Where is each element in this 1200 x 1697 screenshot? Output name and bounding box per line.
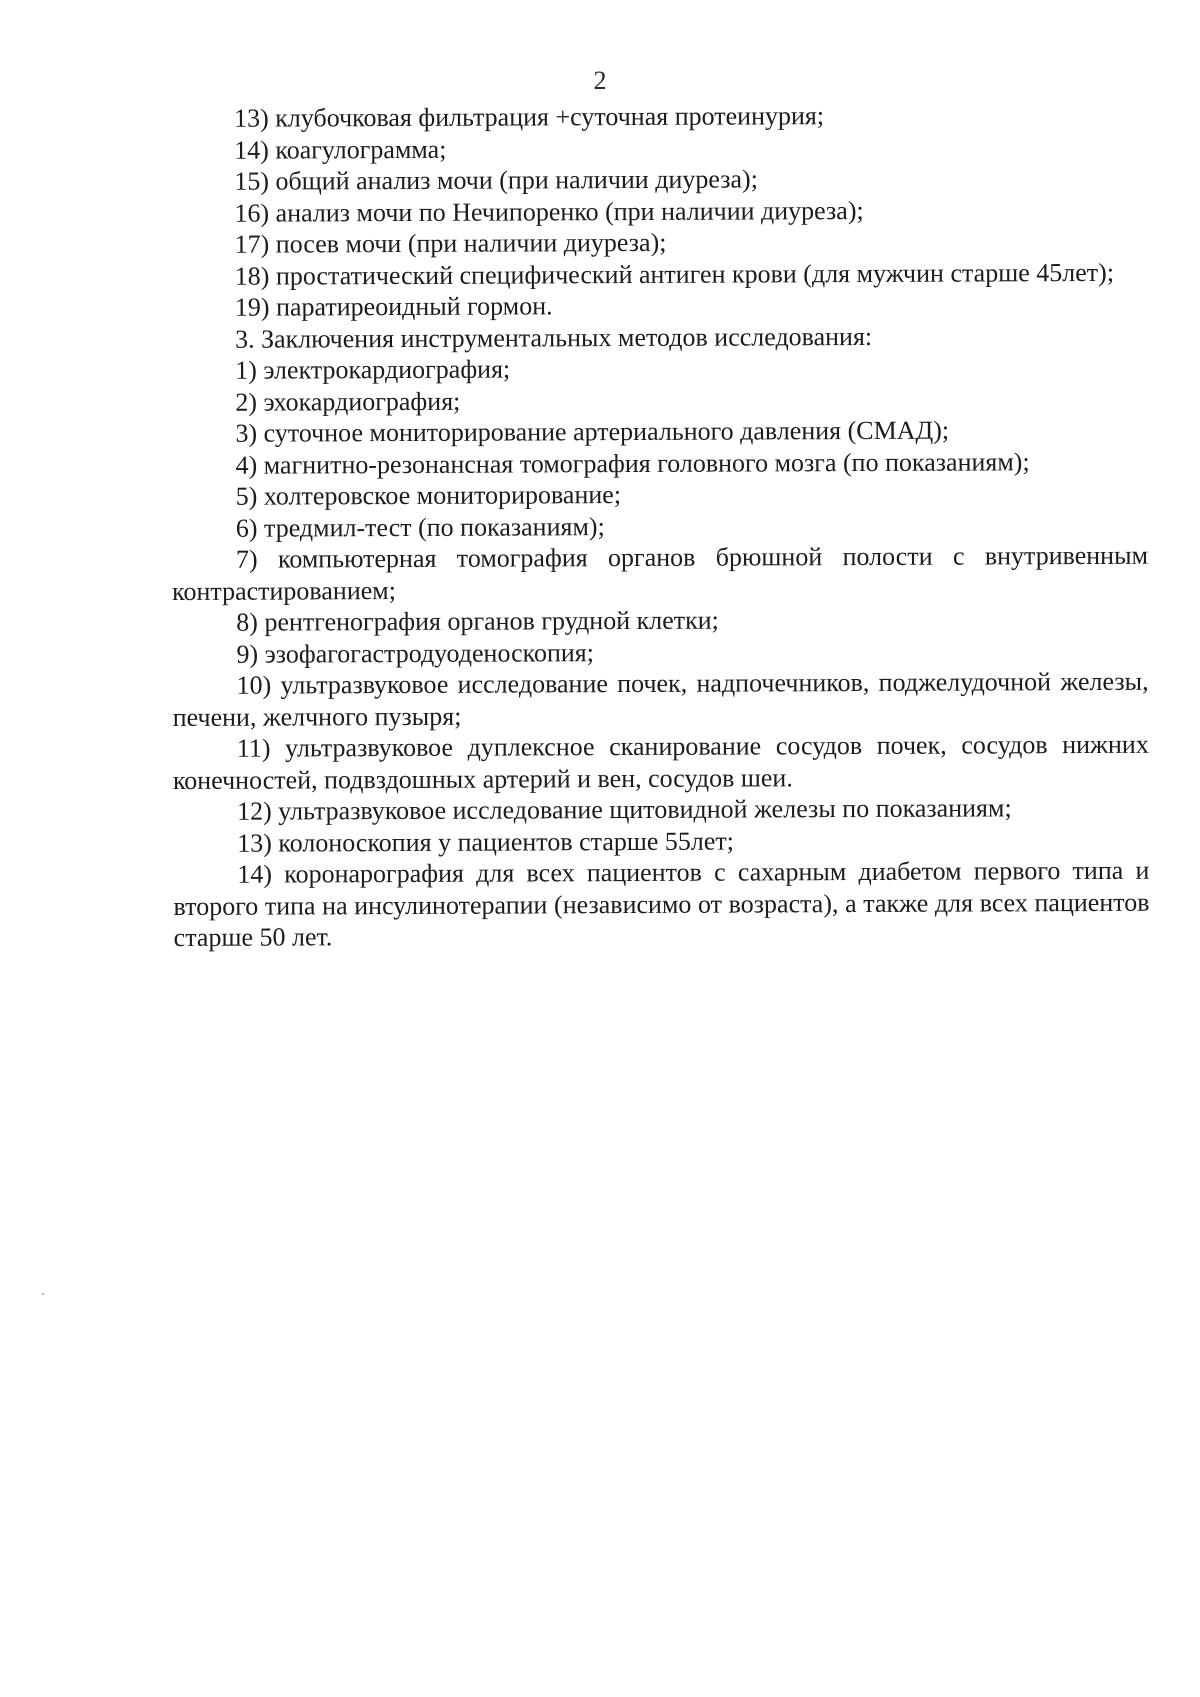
list-item-3-abpm: 3) суточное мониторирование артериального давления (СМАД); — [235, 415, 950, 448]
document-body — [170, 99, 1150, 954]
list-item-12-thyroid-ultrasound: 12) ультразвуковое исследование щитовидной железы по показаниям; — [237, 793, 1012, 826]
list-item-6-treadmill-test: 6) тредмил-тест (по показаниям); — [235, 511, 605, 543]
list-item-14-coronary-angiography: 14) коронарография для всех пациентов с сахарным диабетом первого типа и второго типа на инсулинотерапии (независимо от возраста), а также для всех пациентов старше 50 лет. — [173, 855, 1150, 952]
list-item-5-holter: 5) холтеровское мониторирование; — [235, 480, 622, 511]
list-item-16-nechiporenko-test: 16) анализ мочи по Нечипоренко (при наличии диуреза); — [234, 195, 864, 228]
list-item-15-urinalysis: 15) общий анализ мочи (при наличии диуреза); — [234, 164, 758, 196]
list-item-9-egd: 9) эзофагогастродуоденоскопия; — [236, 637, 595, 669]
list-item-18-psa: 18) простатический специфический антиген крови (для мужчин старше 45лет); — [234, 257, 1115, 291]
list-item-4-brain-mri: 4) магнитно-резонансная томография головного мозга (по показаниям); — [235, 446, 1030, 480]
section-heading-instrumental-methods: 3. Заключения инструментальных методов исследования: — [234, 321, 873, 354]
list-item-8-chest-xray: 8) рентгенография органов грудной клетки; — [236, 605, 719, 637]
list-item-13-colonoscopy: 13) колоноскопия у пациентов старше 55лет; — [237, 826, 735, 858]
list-item-19-parathyroid-hormone: 19) паратиреоидный гормон. — [234, 291, 553, 322]
list-item-10-ultrasound-organs: 10) ультразвуковое исследование почек, надпочечников, поджелудочной железы, печени, желчного пузыря; — [172, 666, 1149, 732]
scan-speck — [42, 1293, 44, 1295]
list-item-7-abdominal-ct: 7) компьютерная томография органов брюшной полости с внутривенным контрастированием; — [172, 540, 1149, 606]
list-item-2-echocardiography: 2) эхокардиография; — [235, 386, 461, 417]
list-item-14-coagulogram: 14) коагулограмма; — [234, 134, 447, 165]
list-item-13-glomerular-filtration: 13) клубочковая фильтрация +суточная протеинурия; — [234, 101, 825, 133]
page-number: 2 — [593, 66, 607, 95]
list-item-1-ecg: 1) электрокардиография; — [235, 354, 511, 385]
list-item-17-urine-culture: 17) посев мочи (при наличии диуреза); — [234, 227, 667, 259]
list-item-11-duplex-scanning: 11) ультразвуковое дуплексное сканирование сосудов почек, сосудов нижних конечностей, подвздошных артерий и вен, сосудов шеи. — [172, 729, 1149, 795]
